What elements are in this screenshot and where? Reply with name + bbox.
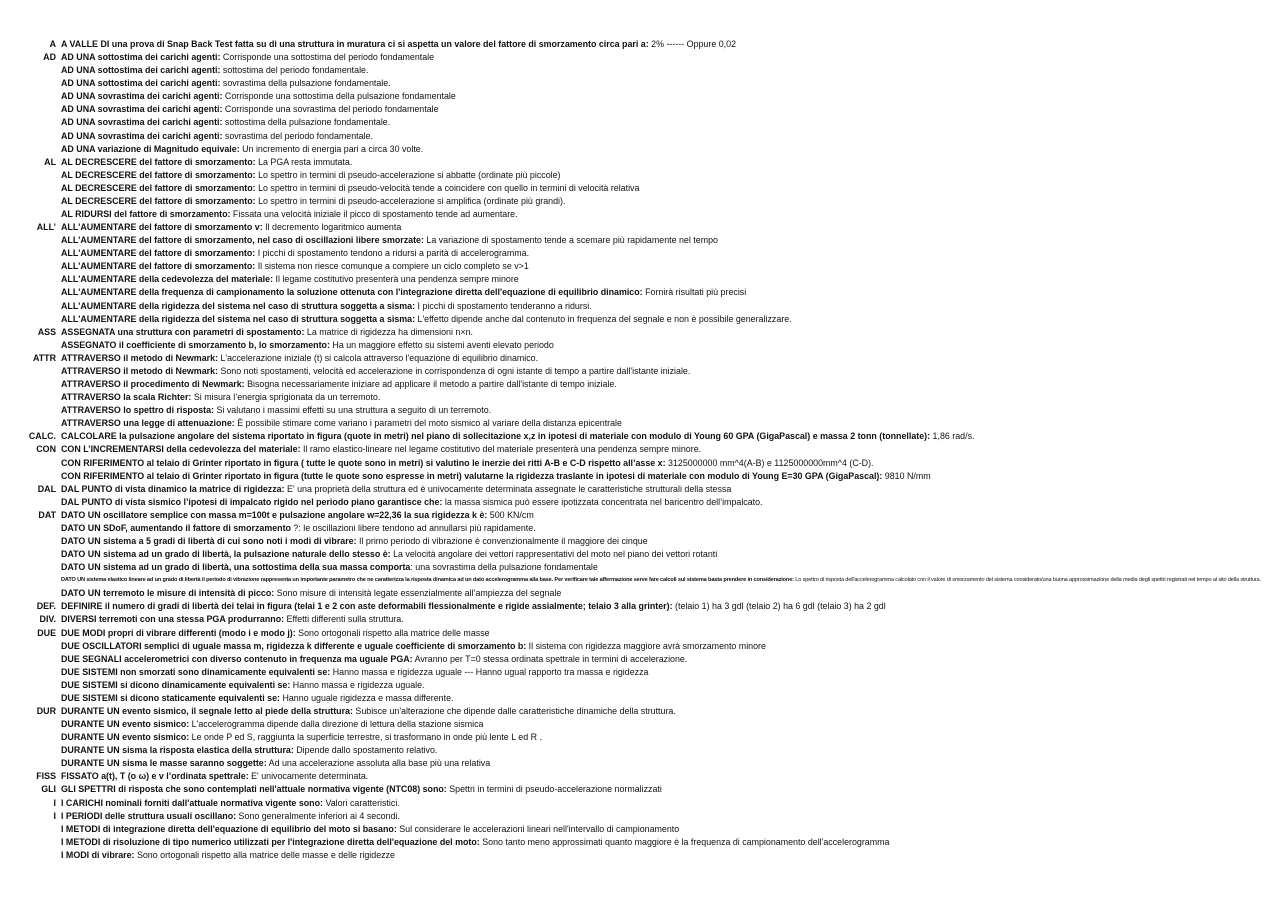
answer-text: È possibile stimare come variano i parametri del moto sismico al variare della distanza epicentrale — [234, 418, 622, 429]
text-line — [0, 666, 1280, 679]
answer-text: Sono generalmente inferiori ai 4 secondi. — [236, 810, 400, 821]
text-line — [0, 757, 1280, 770]
entry-text — [61, 731, 542, 744]
text-line — [0, 64, 1280, 77]
index-tag: DAT — [38, 509, 56, 520]
index-tag: I — [53, 810, 56, 821]
answer-text: Si valutano i massimi effetti su una struttura a seguito di un terremoto. — [214, 405, 492, 416]
text-line — [0, 116, 1280, 129]
entry-text — [61, 417, 622, 430]
text-line — [0, 260, 1280, 273]
answer-text: La matrice di rigidezza ha dimensioni n×n. — [304, 326, 473, 337]
question-text: AL DECRESCERE del fattore di smorzamento: — [61, 156, 256, 167]
entry-text — [61, 744, 437, 757]
question-text: AL DECRESCERE del fattore di smorzamento: — [61, 169, 256, 180]
text-line — [0, 574, 1280, 587]
entry-text — [61, 679, 425, 692]
entry-text — [61, 457, 874, 470]
index-tag: A — [49, 39, 56, 49]
answer-text: sovrastima del periodo fondamentale. — [222, 130, 373, 141]
question-text: CON L’INCREMENTARSI della cedevolezza del materiale: — [61, 444, 301, 455]
question-text: I CARICHI nominali forniti dall'attuale normativa vigente sono: — [61, 797, 323, 808]
question-text: ALL'AUMENTARE del fattore di smorzamento: — [61, 261, 256, 272]
question-text: ALL'AUMENTARE del fattore di smorzamento: — [61, 248, 256, 259]
entry-text — [61, 509, 534, 522]
text-line — [0, 90, 1280, 103]
entry-text — [61, 783, 662, 796]
text-line — [0, 143, 1280, 156]
question-text: ASSEGNATA una struttura con parametri di spostamento: — [61, 326, 305, 337]
answer-text: L'accelerazione iniziale (t) si calcola attraverso l'equazione di equilibrio dinamico. — [217, 352, 539, 363]
entry-text — [61, 143, 423, 156]
text-line — [0, 640, 1280, 653]
entry-text — [61, 640, 766, 653]
answer-text: Hanno massa e rigidezza uguale. — [290, 679, 425, 690]
question-text: DEFINIRE il numero di gradi di libertà dei telai in figura (telai 1 e 2 con aste deformabili flessionalmente e rigide assialmente; telaio 3 alla grinter): — [61, 601, 673, 612]
entry-text — [61, 103, 439, 116]
index-tag: ASS — [37, 326, 56, 337]
question-text: AD UNA sottostima dei carichi agenti: — [61, 52, 221, 63]
text-line — [0, 156, 1280, 169]
answer-text: Subisce un'alterazione che dipende dalle caratteristiche dinamiche della struttura. — [352, 705, 676, 716]
text-line — [0, 208, 1280, 221]
question-text: DURANTE UN evento sismico: — [61, 719, 190, 730]
document-page — [0, 38, 1280, 862]
entry-text — [61, 600, 886, 613]
answer-text: I picchi di spostamento tenderanno a ridursi. — [415, 300, 592, 311]
entry-text — [61, 352, 538, 365]
entry-text — [61, 77, 391, 90]
question-text: CALCOLARE la pulsazione angolare del sistema riportato in figura (quote in metri) nel piano di sollecitazione x,z in ipotesi di materiale con modulo di Young 60 GPA (GigaPascal) e massa 2 tonn (tonnellate): — [61, 431, 931, 442]
text-line — [0, 457, 1280, 470]
entry-text — [61, 810, 400, 823]
answer-text: Sul considerare le accelerazioni lineari nell'intervallo di campionamento — [396, 823, 680, 834]
question-text: I METODI di risoluzione di tipo numerico utilizzati per l'integrazione diretta dell'equazione del moto: — [61, 836, 480, 847]
question-text: DUE MODI propri di vibrare differenti (modo i e modo j): — [61, 627, 296, 638]
text-line — [0, 496, 1280, 509]
entry-text — [61, 548, 717, 561]
entry-text — [61, 169, 561, 182]
question-text: DURANTE UN sisma la risposta elastica della struttura: — [61, 745, 294, 756]
answer-text: Le onde P ed S, raggiunta la superficie terrestre, si trasformano in onde più lente L ed R . — [189, 732, 542, 743]
question-text: AD UNA variazione di Magnitudo equivale: — [61, 143, 240, 154]
answer-text: Spettri in termini di pseudo-accelerazione normalizzati — [446, 784, 662, 795]
question-text: DAL PUNTO di vista dinamico la matrice di rigidezza: — [61, 483, 285, 494]
answer-text: Avranno per T=0 stessa ordinata spettrale in termini di accelerazione. — [412, 653, 688, 664]
answer-text: Hanno uguale rigidezza e massa differente. — [279, 692, 454, 703]
entry-text — [61, 182, 639, 195]
entry-text — [61, 522, 536, 535]
entry-text — [61, 613, 404, 626]
entry-text — [61, 797, 400, 810]
answer-text: La variazione di spostamento tende a scemare più rapidamente nel tempo — [423, 235, 718, 246]
entry-text — [61, 221, 401, 234]
entry-text — [61, 627, 490, 640]
text-line — [0, 443, 1280, 456]
entry-text — [61, 195, 565, 208]
text-line — [0, 378, 1280, 391]
text-line — [0, 391, 1280, 404]
answer-text: Bisogna necessariamente iniziare ad applicare il metodo a partire dall'istante di tempo iniziale. — [244, 379, 617, 390]
question-text: I PERIODI delle struttura usuali oscillano: — [61, 810, 237, 821]
text-line — [0, 561, 1280, 574]
entry-text — [61, 757, 490, 770]
text-line — [0, 535, 1280, 548]
text-line — [0, 273, 1280, 286]
answer-text: E' una proprietà della struttura ed è univocamente determinata assegnate le caratteristiche strutturali della stessa — [284, 483, 732, 494]
entry-text — [61, 653, 687, 666]
entry-text — [61, 130, 373, 143]
question-text: ALL'AUMENTARE del fattore di smorzamento, nel caso di oscillazioni libere smorzate: — [61, 235, 424, 246]
entry-text — [61, 666, 648, 679]
index-tag: CON — [36, 444, 56, 455]
question-text: AD UNA sottostima dei carichi agenti: — [61, 78, 221, 89]
text-line — [0, 548, 1280, 561]
question-text: AL DECRESCERE del fattore di smorzamento: — [61, 195, 256, 206]
answer-text: la massa sismica può essere ipotizzata concentrata nel baricentro dell’impalcato. — [442, 496, 763, 507]
question-text: DUE SISTEMI si dicono dinamicamente equivalenti se: — [61, 679, 291, 690]
text-line — [0, 417, 1280, 430]
answer-text: Sono misure di intensità legate essenzialmente all’ampiezza del segnale — [274, 588, 562, 599]
entry-text — [61, 718, 483, 731]
question-text: DUE OSCILLATORI semplici di uguale massa m, rigidezza k differente e uguale coefficiente di smorzamento b: — [61, 640, 527, 651]
question-text: AL DECRESCERE del fattore di smorzamento: — [61, 182, 256, 193]
text-line — [0, 731, 1280, 744]
question-text: FISSATO a(t), T (o ω) e v l’ordinata spettrale: — [61, 771, 249, 782]
entry-text — [61, 470, 931, 483]
index-tag: ATTR — [32, 352, 56, 363]
text-line — [0, 509, 1280, 522]
text-line — [0, 339, 1280, 352]
answer-text: Sono ortogonali rispetto alla matrice delle masse — [295, 627, 490, 638]
text-line — [0, 783, 1280, 796]
question-text: DUE SEGNALI accelerometrici con diverso contenuto in frequenza ma uguale PGA: — [61, 653, 413, 664]
answer-text: 1,86 rad/s. — [930, 431, 975, 442]
answer-text: 500 KN/cm — [487, 509, 534, 520]
entry-text — [61, 823, 679, 836]
entry-text — [61, 234, 718, 247]
answer-text: Un incremento di energia pari a circa 30 volte. — [239, 143, 424, 154]
text-line — [0, 627, 1280, 640]
answer-text: Lo spettro in termini di pseudo-accelerazione si amplifica (ordinate più grandi). — [255, 195, 566, 206]
question-text: ALL'AUMENTARE della cedevolezza del materiale: — [61, 274, 274, 285]
text-line — [0, 823, 1280, 836]
text-line — [0, 797, 1280, 810]
entry-text — [61, 496, 763, 509]
answer-text: ?: le oscillazioni libere tendono ad annullarsi più rapidamente. — [290, 522, 536, 533]
answer-text: Sono noti spostamenti, velocità ed accelerazione in corrispondenza di ogni istante di tempo a partire dall'istante iniziale. — [217, 365, 691, 376]
question-text: AD UNA sovrastima dei carichi agenti: — [61, 117, 223, 128]
text-line — [0, 234, 1280, 247]
answer-text: Effetti differenti sulla struttura. — [284, 614, 404, 625]
text-line — [0, 849, 1280, 862]
text-line — [0, 836, 1280, 849]
question-text: AD UNA sovrastima dei carichi agenti: — [61, 130, 223, 141]
text-line — [0, 744, 1280, 757]
answer-text: Sono tanto meno approssimati quanto maggiore è la frequenza di campionamento dell'accelerogramma — [479, 836, 890, 847]
question-text: DATO UN oscillatore semplice con massa m=100t e pulsazione angolare w=22,36 la sua rigidezza k è: — [61, 509, 488, 520]
question-text: DATO UN terremoto le misure di intensità di picco: — [61, 588, 275, 599]
question-text: ATTRAVERSO il metodo di Newmark: — [61, 352, 218, 363]
answer-text: sottostima della pulsazione fondamentale. — [222, 117, 391, 128]
answer-text: Lo spettro in termini di pseudo-accelerazione si abbatte (ordinate più piccole) — [255, 169, 561, 180]
text-line — [0, 365, 1280, 378]
text-line — [0, 195, 1280, 208]
index-tag: FISS — [36, 771, 56, 782]
entry-text — [61, 286, 746, 299]
entry-text — [61, 247, 529, 260]
question-text: DATO UN sistema ad un grado di libertà, la pulsazione naturale dello stesso è: — [61, 549, 391, 560]
entry-text — [61, 561, 598, 574]
question-text: ALL'AUMENTARE della frequenza di campionamento la soluzione ottenuta con l'integrazione diretta dell'equazione di equilibrio dinamico: — [61, 287, 643, 298]
answer-text: Ha un maggiore effetto su sistemi aventi elevato periodo — [329, 339, 554, 350]
answer-text: 2% ------ Oppure 0,02 — [648, 39, 737, 49]
entry-text — [61, 116, 390, 129]
answer-text: Si misura l’energia sprigionata da un terremoto. — [191, 392, 381, 403]
question-text: ATTRAVERSO lo spettro di risposta: — [61, 405, 215, 416]
text-line — [0, 483, 1280, 496]
question-text: DUE SISTEMI non smorzati sono dinamicamente equivalenti se: — [61, 666, 331, 677]
text-line — [0, 182, 1280, 195]
index-tag: DIV. — [39, 614, 56, 625]
entry-text — [61, 391, 380, 404]
entry-text — [61, 705, 676, 718]
question-text: AD UNA sovrastima dei carichi agenti: — [61, 91, 223, 102]
answer-text: La velocità angolare dei vettori rappresentativi del moto nel piano dei vettori rotanti — [390, 549, 718, 560]
text-line — [0, 326, 1280, 339]
text-line — [0, 247, 1280, 260]
entry-text — [61, 64, 368, 77]
question-text: DUE SISTEMI si dicono staticamente equivalenti se: — [61, 692, 280, 703]
index-tag: DUR — [36, 705, 56, 716]
entry-text — [61, 849, 395, 862]
question-text: GLI SPETTRI di risposta che sono contemplati nell'attuale normativa vigente (NTC08) sono: — [61, 784, 447, 795]
entry-text — [61, 365, 690, 378]
answer-text: Il sistema con rigidezza maggiore avrà smorzamento minore — [526, 640, 766, 651]
question-text: AL RIDURSI del fattore di smorzamento: — [61, 209, 231, 220]
answer-text: Corrisponde una sovrastima del periodo fondamentale — [222, 104, 439, 115]
index-tag: AL — [44, 156, 56, 167]
question-text: CON RIFERIMENTO al telaio di Grinter riportato in figura ( tutte le quote sono in metri) si valutino le inerzie dei ritti A-B e C-D rispetto all’asse x: — [61, 457, 666, 468]
entry-text — [61, 535, 648, 548]
entry-text — [61, 404, 491, 417]
question-text: ASSEGNATO il coefficiente di smorzamento b, lo smorzamento: — [61, 339, 330, 350]
index-tag: DEF. — [36, 601, 56, 612]
answer-text: E' univocamente determinata. — [248, 771, 369, 782]
question-text: DATO UN sistema ad un grado di libertà, una sottostima della sua massa comporta — [61, 562, 411, 573]
answer-text: Fornirà risultati più precisi — [642, 287, 747, 298]
question-text: AD UNA sovrastima dei carichi agenti: — [61, 104, 223, 115]
entry-text — [61, 483, 731, 496]
question-text: DIVERSI terremoti con una stessa PGA produrranno: — [61, 614, 285, 625]
question-text: ATTRAVERSO la scala Richter: — [61, 392, 192, 403]
entry-text — [61, 313, 792, 326]
answer-text: Fissata una velocità iniziale il picco di spostamento tende ad aumentare. — [230, 209, 518, 220]
question-text: AD UNA sottostima dei carichi agenti: — [61, 65, 221, 76]
entry-text — [61, 326, 473, 339]
index-tag: ALL’ — [36, 222, 56, 233]
text-line — [0, 705, 1280, 718]
entry-text — [61, 443, 701, 456]
entry-text — [61, 587, 561, 600]
text-line — [0, 38, 1280, 51]
answer-text: La PGA resta immutata. — [255, 156, 353, 167]
index-tag: DUE — [37, 627, 56, 638]
entry-text — [61, 90, 456, 103]
text-line — [0, 169, 1280, 182]
index-tag: GLI — [41, 784, 56, 795]
question-text: ALL'AUMENTARE della rigidezza del sistema nel caso di struttura soggetta a sisma: — [61, 300, 416, 311]
answer-text: Sono ortogonali rispetto alla matrice delle masse e delle rigidezze — [134, 849, 395, 860]
answer-text: Corrisponde una sottostima della pulsazione fondamentale — [222, 91, 456, 102]
entry-text — [61, 692, 453, 705]
text-line — [0, 679, 1280, 692]
text-line — [0, 430, 1280, 443]
question-text: ATTRAVERSO il metodo di Newmark: — [61, 365, 218, 376]
text-line — [0, 51, 1280, 64]
answer-text: Dipende dallo spostamento relativo. — [293, 745, 438, 756]
answer-text: Il primo periodo di vibrazione è convenzionalmente il maggiore dei cinque — [356, 535, 648, 546]
text-line — [0, 600, 1280, 613]
text-line — [0, 286, 1280, 299]
answer-text: Ad una accelerazione assoluta alla base più una relativa — [266, 758, 491, 769]
question-text: DURANTE UN evento sismico, il segnale letto al piede della struttura: — [61, 705, 353, 716]
text-line — [0, 770, 1280, 783]
question-text: DATO UN sistema a 5 gradi di libertà di cui sono noti i modi di vibrare: — [61, 535, 357, 546]
answer-text: Lo spettro in termini di pseudo-velocità tende a coincidere con quello in termini di velocità relativa — [255, 182, 640, 193]
index-tag: I — [53, 797, 56, 808]
text-line — [0, 77, 1280, 90]
answer-text: Il legame costitutivo presenterà una pendenza sempre minore — [273, 274, 519, 285]
index-tag: CALC. — [28, 431, 56, 442]
entry-text — [61, 51, 434, 64]
answer-text: L'effetto dipende anche dal contenuto in frequenza del segnale e non è possibile generalizzare. — [415, 313, 792, 324]
question-text: DURANTE UN evento sismico: — [61, 732, 190, 743]
answer-text: Hanno massa e rigidezza uguale --- Hanno ugual rapporto tra massa e rigidezza — [330, 666, 649, 677]
index-tag: AD — [43, 52, 56, 63]
answer-text: Corrisponde una sottostima del periodo fondamentale — [220, 52, 435, 63]
question-text: CON RIFERIMENTO al telaio di Grinter riportato in figura (tutte le quote sono espresse in metri) valutarne la rigidezza traslante in ipotesi di materiale con modulo di Young E=30 GPA (GigaPascal): — [61, 470, 883, 481]
entry-text — [61, 430, 974, 443]
question-text: I MODI di vibrare: — [61, 849, 135, 860]
answer-text: (telaio 1) ha 3 gdl (telaio 2) ha 6 gdl (telaio 3) ha 2 gdl — [672, 601, 886, 612]
index-tag: DAL — [37, 483, 56, 494]
answer-text: Il sistema non riesce comunque a compiere un ciclo completo se v>1 — [255, 261, 529, 272]
question-text: DURANTE UN sisma le masse saranno soggette: — [61, 758, 267, 769]
entry-text — [61, 378, 617, 391]
answer-text: I picchi di spostamento tendono a ridursi a parità di accelerogramma. — [255, 248, 530, 259]
entry-text — [61, 260, 529, 273]
entry-text — [61, 38, 736, 51]
text-line — [0, 313, 1280, 326]
text-line — [0, 470, 1280, 483]
answer-text: sottostima del periodo fondamentale. — [220, 65, 369, 76]
question-text: DATO UN sistema elastico lineare ad un grado di libertà il periodo di vibrazione rappresenta un importante parametro che ne caratterizza la risposta dinamica ad un dato accelerogramma alla base. Per verificare tale affermazione serve fare calcoli sul sistema basta prendere in considerazione: — [61, 577, 794, 584]
answer-text: : una sovrastima della pulsazione fondamentale — [410, 562, 598, 573]
entry-text — [61, 300, 592, 313]
text-line — [0, 653, 1280, 666]
answer-text: Lo spettro di risposta dell'accelerogramma calcolato con il valore di smorzamento del sistema considerato/una buona approssimazione della media degli spettri registrati nel tempo al sito della struttura. — [793, 577, 1261, 584]
text-line — [0, 522, 1280, 535]
text-line — [0, 587, 1280, 600]
answer-text: sovrastima della pulsazione fondamentale. — [220, 78, 391, 89]
text-line — [0, 404, 1280, 417]
answer-text: 3125000000 mm^4(A-B) e 1125000000mm^4 (C-D). — [665, 457, 874, 468]
answer-text: Valori caratteristici. — [322, 797, 400, 808]
text-line — [0, 718, 1280, 731]
question-text: ALL'AUMENTARE della rigidezza del sistema nel caso di struttura soggetta a sisma: — [61, 313, 416, 324]
question-text: DAL PUNTO di vista sismico l’ipotesi di impalcato rigido nel periodo piano garantisce che: — [61, 496, 443, 507]
entry-text — [61, 273, 519, 286]
answer-text: Il ramo elastico-lineare nel legame costitutivo del materiale presenterà una pendenza sempre minore. — [300, 444, 702, 455]
entry-text — [61, 339, 554, 352]
text-line — [0, 613, 1280, 626]
text-line — [0, 130, 1280, 143]
question-text: ATTRAVERSO una legge di attenuazione: — [61, 418, 235, 429]
entry-text — [61, 156, 352, 169]
answer-text: L'accelerogramma dipende dalla direzione di lettura della stazione sismica — [189, 719, 484, 730]
question-text: ATTRAVERSO il procedimento di Newmark: — [61, 379, 245, 390]
question-text: ALL'AUMENTARE del fattore di smorzamento v: — [61, 222, 263, 233]
entry-text — [61, 208, 518, 221]
question-text: I METODI di integrazione diretta dell'equazione di equilibrio del moto si basano: — [61, 823, 397, 834]
entry-text — [61, 574, 1261, 587]
text-line — [0, 103, 1280, 116]
entry-text — [61, 836, 889, 849]
text-line — [0, 352, 1280, 365]
question-text: A VALLE DI una prova di Snap Back Test fatta su di una struttura in muratura ci si aspetta un valore del fattore di smorzamento circa pari a: — [61, 39, 649, 49]
answer-text: 9810 N/mm — [882, 470, 931, 481]
text-line — [0, 692, 1280, 705]
text-line — [0, 810, 1280, 823]
answer-text: Il decremento logaritmico aumenta — [262, 222, 402, 233]
text-line — [0, 300, 1280, 313]
entry-text — [61, 770, 368, 783]
question-text: DATO UN SDoF, aumentando il fattore di smorzamento — [61, 522, 291, 533]
text-line — [0, 221, 1280, 234]
